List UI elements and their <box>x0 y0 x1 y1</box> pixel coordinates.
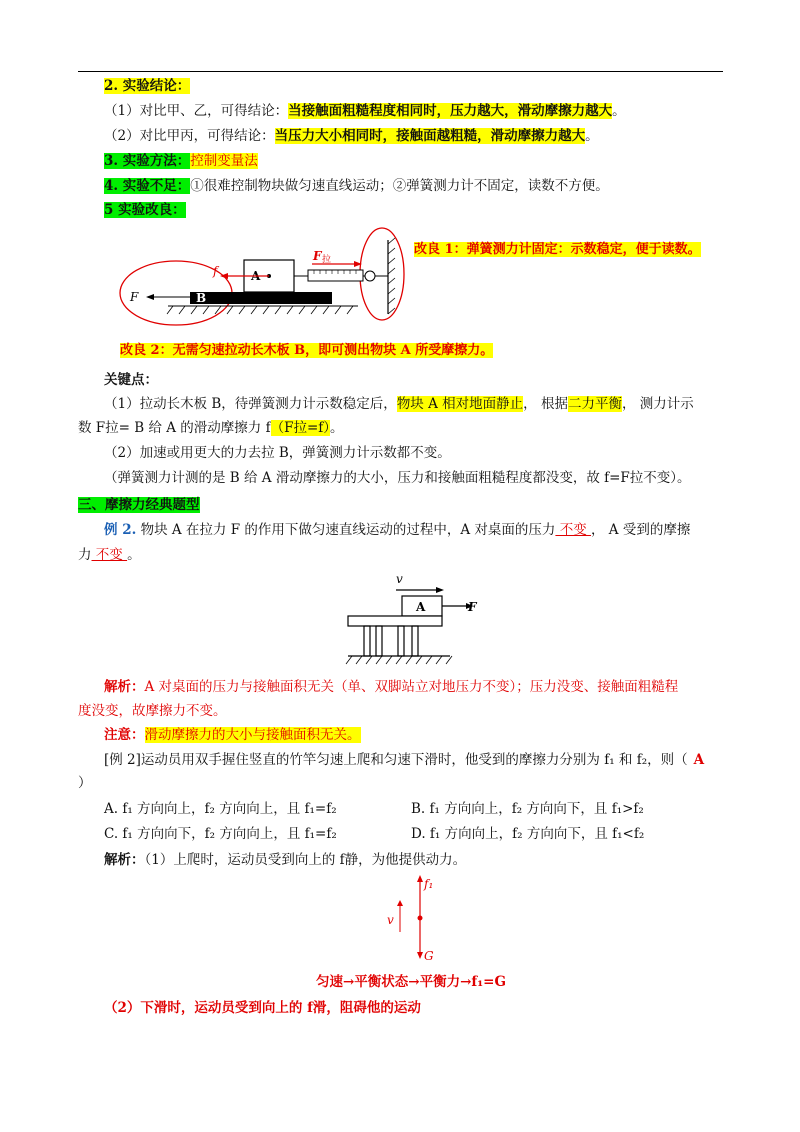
option-b: B. f₁ 方向向上，f₂ 方向向下，且 f₁>f₂ <box>411 801 644 817</box>
balance-chain: 匀速→平衡状态→平衡力→f₁=G <box>316 974 506 990</box>
example-2-line-2: 力 不变 。 <box>78 547 141 563</box>
keypoint-2: （2）加速或用更大的力去拉 B，弹簧测力计示数都不变。 <box>104 445 451 461</box>
example-2b-stem: [例 2]运动员用双手握住竖直的竹竿匀速上爬和匀速下滑时，他受到的摩擦力分别为 f₁ 和 f₂，则（ A <box>104 752 705 768</box>
conclusion-heading: 2. 实验结论： <box>104 78 191 94</box>
shortcoming-line: 4. 实验不足：①很难控制物块做匀速直线运动；②弹簧测力计不固定，读数不方便。 <box>104 178 609 194</box>
board-b-label: B <box>196 291 207 305</box>
example-2b-close: ） <box>78 775 92 791</box>
f1-label: f₁ <box>424 877 434 891</box>
pull-f-label: F <box>313 249 322 263</box>
section-3-heading: 三、摩擦力经典题型 <box>78 497 200 513</box>
improved-apparatus-figure <box>118 222 418 340</box>
option-a: A. f₁ 方向向上，f₂ 方向向上，且 f₁=f₂ <box>104 801 337 817</box>
friction-f-label: f <box>213 264 218 278</box>
keypoints-heading: 关键点： <box>104 372 158 388</box>
force-f-label: F <box>130 290 139 304</box>
improve-note-2: 改良 2：无需匀速拉动长木板 B，即可测出物块 A 所受摩擦力。 <box>120 343 494 358</box>
improve-heading: 5 实验改良： <box>104 202 186 218</box>
analysis-2-part-2: （2）下滑时，运动员受到向上的 f滑，阻碍他的运动 <box>104 1000 421 1016</box>
force-diagram <box>380 872 460 964</box>
improve-note-1: 改良 1：弹簧测力计固定：示数稳定，便于读数。 <box>414 242 701 257</box>
conclusion-item-2: （2）对比甲丙，可得结论：当压力大小相同时，接触面越粗糙，滑动摩擦力越大。 <box>104 128 599 144</box>
analysis-1-line-1: 解析：A 对桌面的压力与接触面积无关（单、双脚站立对地压力不变）；压力没变、接触面粗糙程 <box>104 679 679 695</box>
header-rule <box>78 71 723 72</box>
keypoint-1-line-1: （1）拉动长木板 B，待弹簧测力计示数稳定后，物块 A 相对地面静止， 根据二力平衡， 测力计示 <box>104 396 694 412</box>
block-on-table-figure <box>340 568 490 668</box>
option-d: D. f₁ 方向向上，f₂ 方向向下，且 f₁<f₂ <box>411 826 645 842</box>
board-b <box>190 292 332 304</box>
spring-scale <box>308 270 363 281</box>
method-line: 3. 实验方法：控制变量法 <box>104 153 258 169</box>
table-top <box>348 616 442 626</box>
example-2-line-1: 例 2. 物块 A 在拉力 F 的作用下做匀速直线运动的过程中，A 对桌面的压力 不变 ， A 受到的摩擦 <box>104 522 691 538</box>
analysis-1-line-2: 度没变，故摩擦力不变。 <box>78 703 227 719</box>
velocity-label: v <box>396 572 403 586</box>
keypoint-1-line-2: 数 F拉= B 给 A 的滑动摩擦力 f（F拉=f）。 <box>78 420 344 436</box>
keypoint-3: （弹簧测力计测的是 B 给 A 滑动摩擦力的大小，压力和接触面粗糙程度都没变，故 f=F拉不变）。 <box>104 470 691 486</box>
conclusion-item-1: （1）对比甲、乙，可得结论：当接触面粗糙程度相同时，压力越大，滑动摩擦力越大。 <box>104 103 626 119</box>
svg-text:F: F <box>468 600 477 614</box>
velocity-label: v <box>387 913 394 927</box>
note-line: 注意：滑动摩擦力的大小与接触面积无关。 <box>104 727 361 743</box>
svg-text:拉: 拉 <box>322 255 332 265</box>
g-label: G <box>424 949 434 963</box>
analysis-2-line: 解析：（1）上爬时，运动员受到向上的 f静，为他提供动力。 <box>104 852 467 868</box>
block-a-label: A <box>251 269 261 283</box>
svg-text:A: A <box>416 600 426 614</box>
option-c: C. f₁ 方向向下，f₂ 方向向上，且 f₁=f₂ <box>104 826 337 842</box>
